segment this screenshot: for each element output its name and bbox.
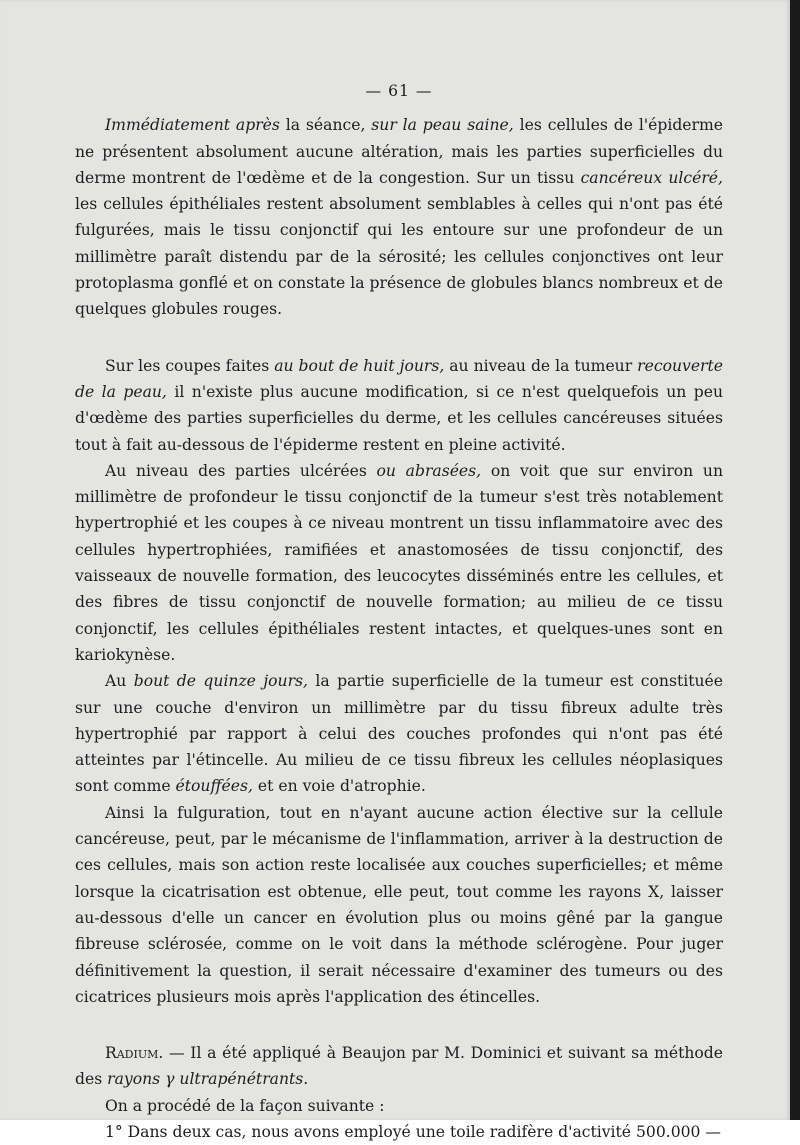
paragraph-radium <box>75 1040 723 1093</box>
paragraph-text: On a procédé de la façon suivante : <box>105 1096 385 1115</box>
paragraph-text: Au niveau des parties ulcérées <box>105 461 377 480</box>
emphasis-huit-jours: au bout de huit jours, <box>274 356 445 375</box>
page-number: — 61 — <box>365 82 433 100</box>
emphasis-cancereux-ulcere: cancéreux ulcéré, <box>580 168 723 187</box>
paragraph-conclusion-fulguration <box>75 800 723 1010</box>
paragraph-eight-days <box>75 353 723 458</box>
emphasis-peau-saine: sur la peau saine, <box>371 116 514 135</box>
paragraph-text: il n'existe plus aucune modification, si ce n'est quelquefois un peu d'œdème des parties superficielles du derme, et les cellules cancéreuses situées tout à fait au-dessous de l'épiderme restent en pleine activité. <box>75 382 724 454</box>
paragraph-first-case <box>75 1119 723 1145</box>
emphasis-abrasees: ou abrasées, <box>376 461 482 480</box>
paragraph-text: la partie superficielle de la tumeur est constituée sur une couche d'environ un millimètre par du tissu fibreux adulte très hypertrophié par rapport à celui des couches profondes qui n'ont pas été atteintes par l'étincelle. Au milieu de ce tissu fibreux les cellules néoplasiques sont comme <box>75 672 723 796</box>
paragraph-text: la séance, <box>279 116 372 135</box>
paragraph-procedure <box>75 1093 723 1119</box>
paragraph-spacer <box>75 1010 723 1040</box>
paragraph-text: les cellules de l'épiderme ne présentent absolument aucune altération, mais les parties superficielles du derme montrent de l'œdème et de la congestion. Sur un tissu <box>75 116 724 187</box>
paragraph-text: les cellules épithéliales restent absolument semblables à celles qui n'ont pas été fulgurées, mais le tissu conjonctif qui les entoure sur une profondeur de un millimètre paraît distendu par de la sérosité; les cellules conjonctives ont leur protoplasma gonflé et on constate la présence de globules blancs nombreux et de quelques globules rouges. <box>75 195 723 319</box>
paragraph-text: — Il a été appliqué à Beaujon par M. Dominici et suivant sa méthode des <box>75 1044 723 1089</box>
page-body <box>75 78 723 1145</box>
paragraph-text: au niveau de la tumeur <box>444 356 638 375</box>
emphasis-quinze-jours: bout de quinze jours, <box>133 672 308 691</box>
scan-edge <box>790 0 800 1120</box>
emphasis-etouffees: étouffées, <box>175 777 253 796</box>
paragraph-text: 1° Dans deux cas, nous avons employé une toile radifère d'activité 500.000 — <box>105 1122 722 1141</box>
emphasis-immediatement: Immédiatement après <box>105 116 280 135</box>
paragraph-text: Au <box>105 672 134 691</box>
paragraph-text: et en voie d'atrophie. <box>252 777 426 796</box>
section-heading-radium: Radium. <box>105 1044 164 1063</box>
emphasis-recouverte-peau: recouverte de la peau, <box>75 356 723 401</box>
paragraph-fifteen-days <box>75 668 723 799</box>
paragraph-text: Sur les coupes faites <box>105 356 275 375</box>
paragraph-ulcerated-parts <box>75 458 723 668</box>
paragraph-spacer <box>75 323 723 353</box>
paragraph-immediate-effects <box>75 112 723 322</box>
emphasis-rayons-gamma: rayons γ ultrapénétrants. <box>107 1070 309 1089</box>
paragraph-text: on voit que sur environ un millimètre de profondeur le tissu conjonctif de la tumeur s'est très notablement hypertrophié et les coupes à ce niveau montrent un tissu inflammatoire avec des cellules hypertrophiées, ramifiées et anastomosées de tissu conjonctif, des vaisseaux de nouvelle formation, des leucocytes disséminés entre les cellules, et des fibres de tissu conjonctif de nouvelle formation; au milieu de ce tissu conjonctif, les cellules épithéliales restent intactes, et quelques-unes sont en kariokynèse. <box>75 461 723 664</box>
paragraph-text: Ainsi la fulguration, tout en n'ayant aucune action élective sur la cellule cancéreuse, peut, par le mécanisme de l'inflammation, arriver à la destruction de ces cellules, mais son action reste localisée aux couches superficielles; et même lorsque la cicatrisation est obtenue, elle peut, tout comme les rayons X, laisser au-dessous d'elle un cancer en évolution plus ou moins gêné par la gangue fibreuse sclérosée, comme on le voit dans la méthode sclérogène. Pour juger définitivement la question, il serait nécessaire d'examiner des tumeurs ou des cicatrices plusieurs mois après l'application des étincelles. <box>75 803 723 1006</box>
